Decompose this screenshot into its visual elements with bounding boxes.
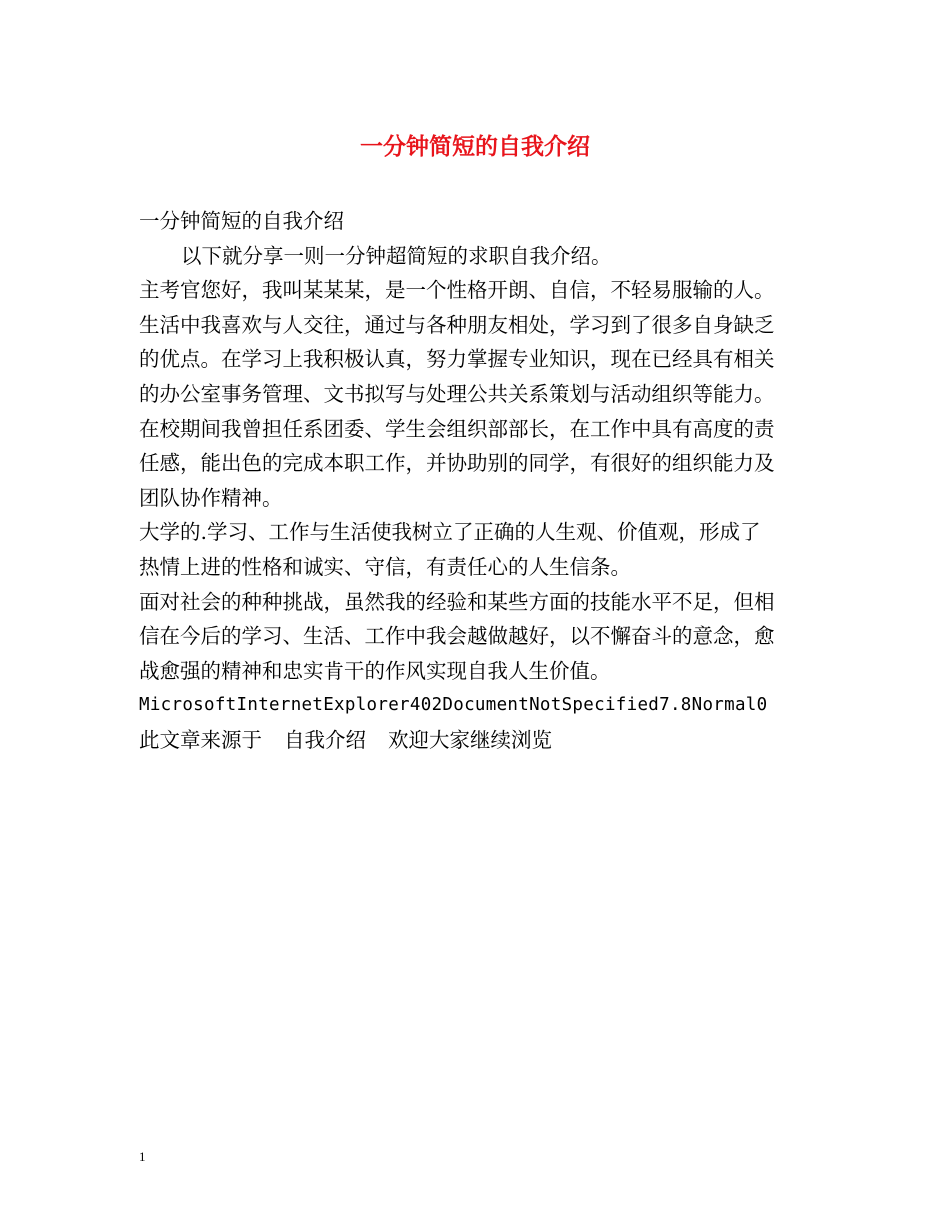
intro-line: 以下就分享一则一分钟超简短的求职自我介绍。 <box>181 243 612 268</box>
source-line <box>139 723 815 758</box>
paragraph-line: 任感，能出色的完成本职工作，并协助别的同学，有很好的组织能力及 <box>139 451 775 476</box>
paragraph-line: 面对社会的种种挑战，虽然我的经验和某些方面的技能水平不足，但相 <box>139 589 775 614</box>
paragraph-line: 热情上进的性格和诚实、守信，有责任心的人生信条。 <box>139 554 631 579</box>
meta-line: MicrosoftInternetExplorer402DocumentNotSpecified7.8Normal0 <box>139 695 768 716</box>
paragraph-line: 团队协作精神。 <box>139 485 283 510</box>
source-suffix: 欢迎大家继续浏览 <box>388 727 552 752</box>
paragraph-line: 战愈强的精神和忠实肯干的作风实现自我人生价值。 <box>139 658 611 683</box>
paragraph-line: 的办公室事务管理、文书拟写与处理公共关系策划与活动组织等能力。 <box>139 381 775 406</box>
paragraph-line: 信在今后的学习、生活、工作中我会越做越好，以不懈奋斗的意念，愈 <box>139 624 775 649</box>
document-title: 一分钟简短的自我介绍 <box>360 133 590 160</box>
subtitle-line: 一分钟简短的自我介绍 <box>139 209 344 233</box>
paragraph-line: 主考官您好，我叫某某某，是一个性格开朗、自信，不轻易服输的人。 <box>139 278 775 303</box>
source-link[interactable]: 自我介绍 <box>284 727 366 752</box>
paragraph-line: 生活中我喜欢与人交往，通过与各种朋友相处，学习到了很多自身缺乏 <box>139 312 775 337</box>
paragraph-line: 的优点。在学习上我积极认真，努力掌握专业知识，现在已经具有相关 <box>139 347 775 372</box>
paragraph-line: 大学的.学习、工作与生活使我树立了正确的人生观、价值观，形成了 <box>139 520 761 545</box>
source-prefix: 此文章来源于 <box>139 727 262 752</box>
paragraph-line: 在校期间我曾担任系团委、学生会组织部部长，在工作中具有高度的责 <box>139 416 775 441</box>
page-number: 1 <box>139 1149 146 1164</box>
document-body <box>139 204 815 758</box>
